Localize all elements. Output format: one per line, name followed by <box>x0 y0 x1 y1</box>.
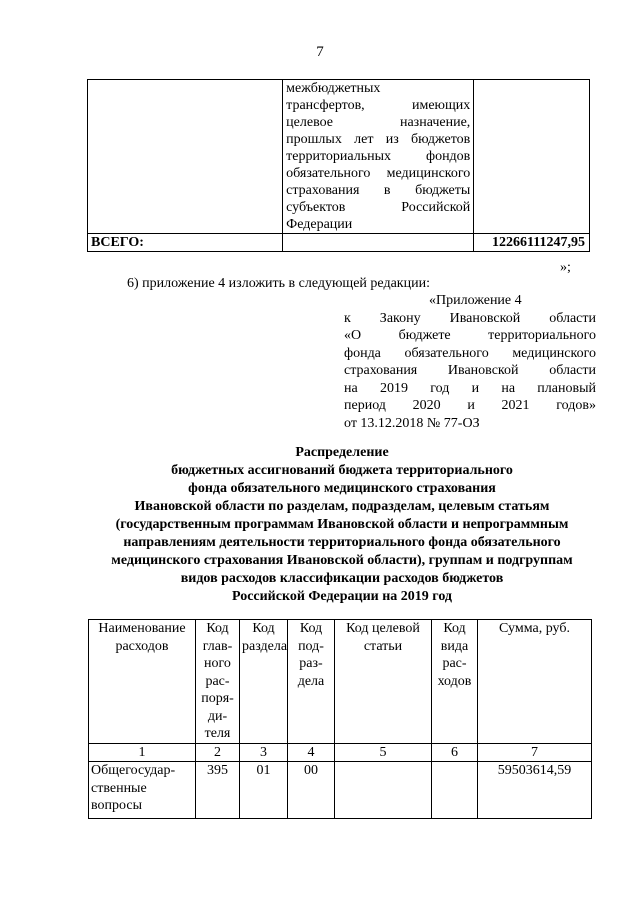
header-line: ходов <box>437 673 472 689</box>
header-line: Код целевой <box>346 621 420 636</box>
header-line: раздела <box>242 638 288 654</box>
page-number: 7 <box>316 44 324 60</box>
edit-instruction: 6) приложение 4 изложить в следующей редакции: <box>127 276 430 291</box>
header-section <box>240 620 288 744</box>
description-line: прошлых лет из бюджетов <box>286 132 471 147</box>
heading-line: фонда обязательного медицинского страхования <box>188 481 496 496</box>
header-line: Сумма, руб. <box>499 621 570 636</box>
header-line: вида <box>440 638 469 654</box>
row-name-line: Общегосудар- <box>91 763 176 778</box>
header-expense-type <box>432 620 478 744</box>
row-target <box>335 762 432 819</box>
header-line: поря- <box>201 691 234 706</box>
appendix-line: к Закону Ивановской области <box>344 310 596 326</box>
header-line: статьи <box>363 638 403 654</box>
total-value: 12266111247,95 <box>474 234 590 252</box>
header-amount <box>478 620 592 744</box>
header-admin-code <box>196 620 240 744</box>
row-subsection: 00 <box>288 762 335 819</box>
row-name <box>89 762 196 819</box>
appendix-line: период 2020 и 2021 годов» <box>344 398 596 413</box>
row-name-line: ственные <box>91 780 147 796</box>
table-row <box>88 80 590 234</box>
heading-line: видов расходов классификации расходов бюджетов <box>180 571 504 586</box>
table-header-row <box>89 620 592 744</box>
description-line: страхования в бюджеты <box>286 183 471 198</box>
description-line: субъектов Российской <box>286 200 471 215</box>
description-line: обязательного медицинского <box>286 166 471 181</box>
table-row <box>89 762 592 819</box>
header-line: под- <box>298 638 324 654</box>
header-line: рас- <box>442 656 467 671</box>
header-line: Код <box>252 621 275 636</box>
description-line: Федерации <box>286 217 353 232</box>
header-line: раз- <box>299 656 323 671</box>
transfer-description-cell <box>283 80 474 234</box>
description-line: территориальных фондов <box>286 149 471 164</box>
header-subsection <box>288 620 335 744</box>
header-line: Код <box>299 621 323 636</box>
appendix-title: «Приложение 4 <box>429 293 522 308</box>
description-line: межбюджетных <box>286 81 381 96</box>
header-line: дела <box>297 673 325 689</box>
total-label: ВСЕГО: <box>88 234 283 252</box>
row-expense-type <box>432 762 478 819</box>
header-line: рас- <box>205 673 230 689</box>
header-name <box>89 620 196 744</box>
row-admin-code: 395 <box>196 762 240 819</box>
heading-line: (государственным программам Ивановской области и непрограммным <box>115 517 569 532</box>
closing-quote: »; <box>560 260 571 275</box>
column-number: 1 <box>89 743 196 762</box>
table-cell-empty <box>88 80 283 234</box>
appendix-line: «О бюджете территориального <box>344 328 596 343</box>
total-row <box>88 234 590 252</box>
header-line: ного <box>204 656 231 671</box>
column-number: 3 <box>240 743 288 762</box>
header-target <box>335 620 432 744</box>
appendix-line: на 2019 год и на плановый <box>344 380 596 396</box>
appendix-line: страхования Ивановской области <box>344 363 596 378</box>
row-amount: 59503614,59 <box>478 762 592 819</box>
heading-line: направлениям деятельности территориального фонда обязательного <box>123 535 561 550</box>
heading-line: медицинского страхования Ивановской области), группам и подгруппам <box>111 553 573 568</box>
appendix-line: от 13.12.2018 № 77-ОЗ <box>344 415 480 431</box>
column-number: 5 <box>335 743 432 762</box>
header-line: Наименование <box>98 621 186 636</box>
appendix-block <box>344 292 596 432</box>
distribution-table <box>88 619 592 819</box>
row-name-line: вопросы <box>91 798 142 813</box>
heading-line: Ивановской области по разделам, подразделам, целевым статьям <box>134 499 550 514</box>
table-cell-empty <box>283 234 474 252</box>
column-number: 4 <box>288 743 335 762</box>
column-number: 6 <box>432 743 478 762</box>
header-line: глав- <box>202 638 233 654</box>
header-line: Код <box>206 621 229 636</box>
column-number: 2 <box>196 743 240 762</box>
row-section: 01 <box>240 762 288 819</box>
header-line: теля <box>204 726 231 741</box>
continuation-table <box>87 79 590 252</box>
table-cell-empty <box>474 80 590 234</box>
header-line: Код <box>443 621 466 636</box>
column-number: 7 <box>478 743 592 762</box>
column-number-row <box>89 743 592 762</box>
header-line: ди- <box>207 708 228 724</box>
heading-line: бюджетных ассигнований бюджета территориального <box>171 463 513 478</box>
description-line: целевое назначение, <box>286 115 471 130</box>
description-line: трансфертов, имеющих <box>286 98 471 113</box>
document-heading <box>82 444 602 606</box>
header-line: расходов <box>115 638 169 654</box>
appendix-line: фонда обязательного медицинского <box>344 345 596 361</box>
heading-line: Российской Федерации на 2019 год <box>231 589 452 604</box>
heading-line: Распределение <box>295 445 389 460</box>
